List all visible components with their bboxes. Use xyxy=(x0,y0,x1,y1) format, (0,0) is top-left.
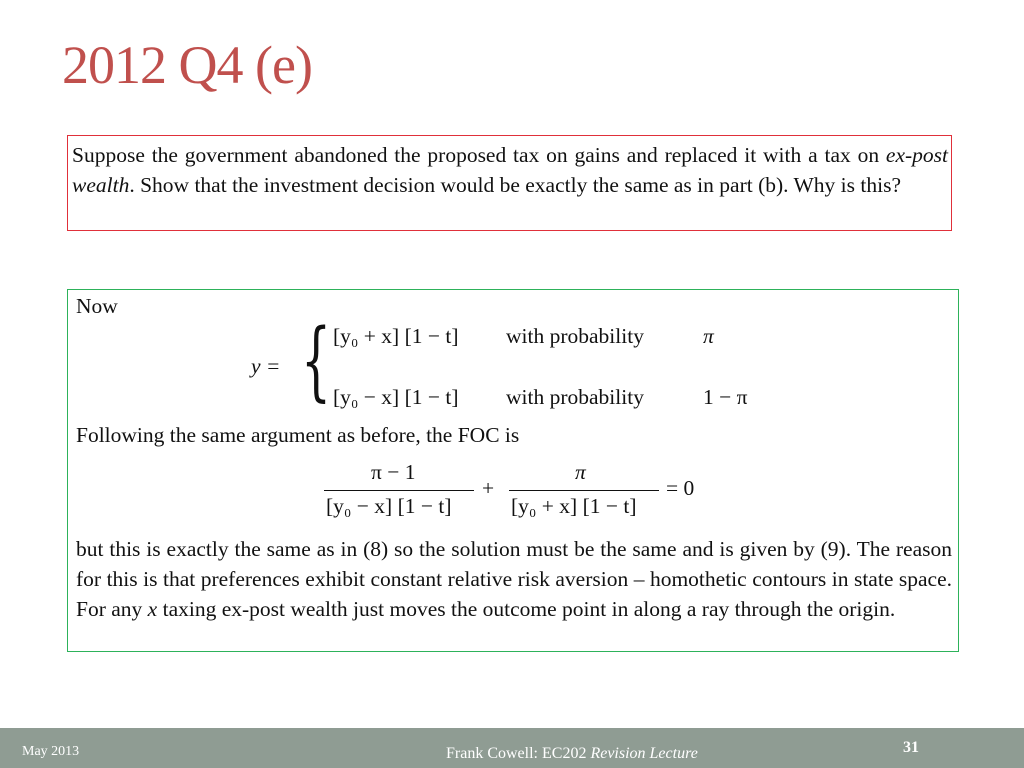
foc-denominator-2: [y₀ + x] [1 − t] xyxy=(511,494,637,518)
foc-equals-zero: = 0 xyxy=(666,476,695,500)
footer-course xyxy=(446,745,698,763)
foc-fraction-bar-1 xyxy=(324,490,474,491)
left-brace-icon: { xyxy=(301,311,332,411)
answer-paragraph xyxy=(76,534,952,624)
footer-date: May 2013 xyxy=(22,744,80,759)
answer-paragraph-b: taxing ex-post wealth just moves the outcome point in along a ray through the origin. xyxy=(157,597,896,621)
case1-probability: π xyxy=(703,324,714,348)
answer-intro: Now xyxy=(76,294,118,318)
case1-expression: [y₀ + x] [1 − t] xyxy=(333,324,459,348)
foc-denominator-1: [y₀ − x] [1 − t] xyxy=(326,494,452,518)
footer-lecture: Revision Lecture xyxy=(590,745,698,762)
case1-with-probability: with probability xyxy=(506,324,644,348)
question-emphasis: ex-post wealth xyxy=(72,143,948,197)
y-equals: y = xyxy=(251,354,281,378)
foc-numerator-2: π xyxy=(575,460,586,484)
answer-paragraph-variable: x xyxy=(147,597,158,621)
case2-with-probability: with probability xyxy=(506,385,644,409)
foc-plus: + xyxy=(482,476,495,500)
case2-expression: [y₀ − x] [1 − t] xyxy=(333,385,459,409)
answer-box xyxy=(67,289,959,652)
slide-title: 2012 Q4 (e) xyxy=(62,35,312,95)
question-box xyxy=(67,135,952,231)
foc-fraction-bar-2 xyxy=(509,490,659,491)
footer-author: Frank Cowell: EC202 xyxy=(446,745,591,762)
question-text-part2: . Show that the investment decision would be exactly the same as in part (b). Why is this? xyxy=(129,173,901,197)
following-text: Following the same argument as before, the FOC is xyxy=(76,423,520,447)
footer-bar xyxy=(0,728,1024,768)
foc-numerator-1: π − 1 xyxy=(371,460,416,484)
case2-probability: 1 − π xyxy=(703,385,748,409)
question-text-part1: Suppose the government abandoned the proposed tax on gains and replaced it with a tax on xyxy=(72,143,886,167)
page-number: 31 xyxy=(903,739,919,756)
answer-paragraph-a: but this is exactly the same as in (8) so the solution must be the same and is given by (9). The reason for this is that preferences exhibit constant relative risk aversion – homothetic contours in state space. For any xyxy=(76,537,952,621)
